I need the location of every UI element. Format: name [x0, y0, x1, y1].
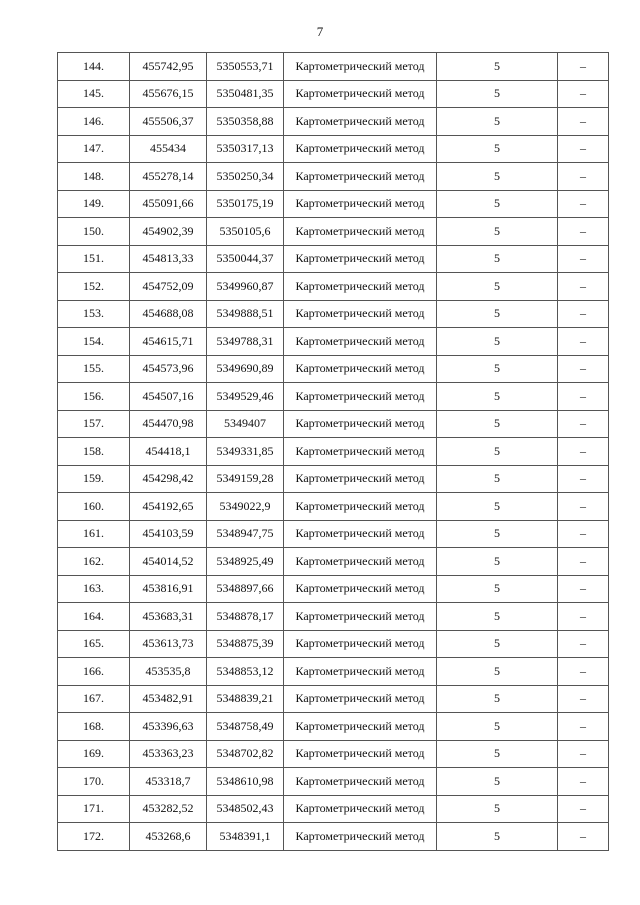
y-coordinate-cell: 5350044,37: [207, 245, 284, 273]
x-coordinate-cell: 454573,96: [130, 355, 207, 383]
point-number-cell: 152.: [58, 273, 130, 301]
x-coordinate-cell: 454902,39: [130, 218, 207, 246]
point-number-cell: 162.: [58, 548, 130, 576]
table-row: [58, 685, 609, 713]
note-cell: –: [558, 218, 609, 246]
table-row: [58, 768, 609, 796]
note-cell: –: [558, 135, 609, 163]
accuracy-cell: 5: [437, 245, 558, 273]
point-number-cell: 164.: [58, 603, 130, 631]
y-coordinate-cell: 5348878,17: [207, 603, 284, 631]
accuracy-cell: 5: [437, 300, 558, 328]
coordinates-table: [57, 52, 609, 851]
point-number-cell: 150.: [58, 218, 130, 246]
accuracy-cell: 5: [437, 795, 558, 823]
accuracy-cell: 5: [437, 713, 558, 741]
method-cell: Картометрический метод: [284, 245, 437, 273]
x-coordinate-cell: 454752,09: [130, 273, 207, 301]
accuracy-cell: 5: [437, 823, 558, 851]
table-row: [58, 245, 609, 273]
x-coordinate-cell: 455434: [130, 135, 207, 163]
y-coordinate-cell: 5349331,85: [207, 438, 284, 466]
method-cell: Картометрический метод: [284, 190, 437, 218]
table-row: [58, 190, 609, 218]
accuracy-cell: 5: [437, 355, 558, 383]
point-number-cell: 171.: [58, 795, 130, 823]
accuracy-cell: 5: [437, 273, 558, 301]
table-row: [58, 795, 609, 823]
x-coordinate-cell: 454103,59: [130, 520, 207, 548]
table-row: [58, 630, 609, 658]
x-coordinate-cell: 455506,37: [130, 108, 207, 136]
note-cell: –: [558, 190, 609, 218]
y-coordinate-cell: 5348758,49: [207, 713, 284, 741]
y-coordinate-cell: 5350175,19: [207, 190, 284, 218]
method-cell: Картометрический метод: [284, 740, 437, 768]
x-coordinate-cell: 454418,1: [130, 438, 207, 466]
point-number-cell: 172.: [58, 823, 130, 851]
method-cell: Картометрический метод: [284, 410, 437, 438]
table-row: [58, 80, 609, 108]
y-coordinate-cell: 5348947,75: [207, 520, 284, 548]
note-cell: –: [558, 603, 609, 631]
method-cell: Картометрический метод: [284, 273, 437, 301]
table-row: [58, 713, 609, 741]
point-number-cell: 158.: [58, 438, 130, 466]
y-coordinate-cell: 5350481,35: [207, 80, 284, 108]
x-coordinate-cell: 454192,65: [130, 493, 207, 521]
note-cell: –: [558, 493, 609, 521]
point-number-cell: 148.: [58, 163, 130, 191]
x-coordinate-cell: 453683,31: [130, 603, 207, 631]
note-cell: –: [558, 630, 609, 658]
note-cell: –: [558, 465, 609, 493]
note-cell: –: [558, 273, 609, 301]
point-number-cell: 146.: [58, 108, 130, 136]
note-cell: –: [558, 685, 609, 713]
y-coordinate-cell: 5348897,66: [207, 575, 284, 603]
note-cell: –: [558, 520, 609, 548]
y-coordinate-cell: 5349888,51: [207, 300, 284, 328]
accuracy-cell: 5: [437, 218, 558, 246]
method-cell: Картометрический метод: [284, 465, 437, 493]
x-coordinate-cell: 455676,15: [130, 80, 207, 108]
y-coordinate-cell: 5349690,89: [207, 355, 284, 383]
accuracy-cell: 5: [437, 80, 558, 108]
x-coordinate-cell: 453268,6: [130, 823, 207, 851]
y-coordinate-cell: 5348502,43: [207, 795, 284, 823]
y-coordinate-cell: 5349159,28: [207, 465, 284, 493]
x-coordinate-cell: 454507,16: [130, 383, 207, 411]
point-number-cell: 147.: [58, 135, 130, 163]
note-cell: –: [558, 328, 609, 356]
x-coordinate-cell: 455278,14: [130, 163, 207, 191]
y-coordinate-cell: 5350553,71: [207, 53, 284, 81]
accuracy-cell: 5: [437, 135, 558, 163]
note-cell: –: [558, 80, 609, 108]
accuracy-cell: 5: [437, 410, 558, 438]
table-row: [58, 355, 609, 383]
y-coordinate-cell: 5349407: [207, 410, 284, 438]
y-coordinate-cell: 5350105,6: [207, 218, 284, 246]
x-coordinate-cell: 454615,71: [130, 328, 207, 356]
method-cell: Картометрический метод: [284, 300, 437, 328]
note-cell: –: [558, 658, 609, 686]
note-cell: –: [558, 108, 609, 136]
x-coordinate-cell: 455091,66: [130, 190, 207, 218]
method-cell: Картометрический метод: [284, 520, 437, 548]
x-coordinate-cell: 453282,52: [130, 795, 207, 823]
y-coordinate-cell: 5349529,46: [207, 383, 284, 411]
note-cell: –: [558, 575, 609, 603]
y-coordinate-cell: 5348391,1: [207, 823, 284, 851]
table-row: [58, 163, 609, 191]
table-row: [58, 465, 609, 493]
note-cell: –: [558, 355, 609, 383]
method-cell: Картометрический метод: [284, 328, 437, 356]
table-row: [58, 108, 609, 136]
x-coordinate-cell: 453363,23: [130, 740, 207, 768]
accuracy-cell: 5: [437, 108, 558, 136]
table-row: [58, 135, 609, 163]
note-cell: –: [558, 438, 609, 466]
x-coordinate-cell: 454298,42: [130, 465, 207, 493]
method-cell: Картометрический метод: [284, 795, 437, 823]
point-number-cell: 165.: [58, 630, 130, 658]
accuracy-cell: 5: [437, 548, 558, 576]
method-cell: Картометрический метод: [284, 163, 437, 191]
note-cell: –: [558, 163, 609, 191]
method-cell: Картометрический метод: [284, 575, 437, 603]
y-coordinate-cell: 5348875,39: [207, 630, 284, 658]
point-number-cell: 151.: [58, 245, 130, 273]
x-coordinate-cell: 453396,63: [130, 713, 207, 741]
y-coordinate-cell: 5349788,31: [207, 328, 284, 356]
accuracy-cell: 5: [437, 53, 558, 81]
method-cell: Картометрический метод: [284, 383, 437, 411]
y-coordinate-cell: 5348702,82: [207, 740, 284, 768]
method-cell: Картометрический метод: [284, 630, 437, 658]
note-cell: –: [558, 383, 609, 411]
table-row: [58, 548, 609, 576]
table-row: [58, 273, 609, 301]
method-cell: Картометрический метод: [284, 548, 437, 576]
method-cell: Картометрический метод: [284, 53, 437, 81]
point-number-cell: 153.: [58, 300, 130, 328]
note-cell: –: [558, 823, 609, 851]
point-number-cell: 157.: [58, 410, 130, 438]
accuracy-cell: 5: [437, 520, 558, 548]
note-cell: –: [558, 768, 609, 796]
accuracy-cell: 5: [437, 740, 558, 768]
x-coordinate-cell: 454813,33: [130, 245, 207, 273]
accuracy-cell: 5: [437, 438, 558, 466]
method-cell: Картометрический метод: [284, 493, 437, 521]
table-row: [58, 53, 609, 81]
point-number-cell: 155.: [58, 355, 130, 383]
method-cell: Картометрический метод: [284, 355, 437, 383]
x-coordinate-cell: 453482,91: [130, 685, 207, 713]
table-row: [58, 218, 609, 246]
y-coordinate-cell: 5350317,13: [207, 135, 284, 163]
note-cell: –: [558, 410, 609, 438]
accuracy-cell: 5: [437, 768, 558, 796]
point-number-cell: 145.: [58, 80, 130, 108]
table-row: [58, 520, 609, 548]
note-cell: –: [558, 53, 609, 81]
point-number-cell: 163.: [58, 575, 130, 603]
table-row: [58, 575, 609, 603]
note-cell: –: [558, 713, 609, 741]
point-number-cell: 169.: [58, 740, 130, 768]
point-number-cell: 149.: [58, 190, 130, 218]
point-number-cell: 170.: [58, 768, 130, 796]
point-number-cell: 166.: [58, 658, 130, 686]
x-coordinate-cell: 453816,91: [130, 575, 207, 603]
method-cell: Картометрический метод: [284, 823, 437, 851]
y-coordinate-cell: 5348839,21: [207, 685, 284, 713]
accuracy-cell: 5: [437, 603, 558, 631]
y-coordinate-cell: 5349960,87: [207, 273, 284, 301]
table-row: [58, 823, 609, 851]
x-coordinate-cell: 454014,52: [130, 548, 207, 576]
y-coordinate-cell: 5348610,98: [207, 768, 284, 796]
table-row: [58, 603, 609, 631]
x-coordinate-cell: 453318,7: [130, 768, 207, 796]
table-row: [58, 383, 609, 411]
note-cell: –: [558, 548, 609, 576]
accuracy-cell: 5: [437, 163, 558, 191]
method-cell: Картометрический метод: [284, 685, 437, 713]
note-cell: –: [558, 740, 609, 768]
note-cell: –: [558, 300, 609, 328]
y-coordinate-cell: 5348925,49: [207, 548, 284, 576]
accuracy-cell: 5: [437, 383, 558, 411]
method-cell: Картометрический метод: [284, 135, 437, 163]
point-number-cell: 156.: [58, 383, 130, 411]
point-number-cell: 167.: [58, 685, 130, 713]
page-number: 7: [316, 24, 324, 39]
x-coordinate-cell: 453613,73: [130, 630, 207, 658]
method-cell: Картометрический метод: [284, 768, 437, 796]
point-number-cell: 168.: [58, 713, 130, 741]
coordinates-table-body: [58, 53, 609, 851]
y-coordinate-cell: 5348853,12: [207, 658, 284, 686]
note-cell: –: [558, 245, 609, 273]
y-coordinate-cell: 5349022,9: [207, 493, 284, 521]
table-row: [58, 438, 609, 466]
method-cell: Картометрический метод: [284, 218, 437, 246]
table-row: [58, 328, 609, 356]
method-cell: Картометрический метод: [284, 658, 437, 686]
accuracy-cell: 5: [437, 493, 558, 521]
y-coordinate-cell: 5350250,34: [207, 163, 284, 191]
table-row: [58, 740, 609, 768]
x-coordinate-cell: 453535,8: [130, 658, 207, 686]
method-cell: Картометрический метод: [284, 108, 437, 136]
accuracy-cell: 5: [437, 465, 558, 493]
point-number-cell: 160.: [58, 493, 130, 521]
accuracy-cell: 5: [437, 575, 558, 603]
accuracy-cell: 5: [437, 658, 558, 686]
accuracy-cell: 5: [437, 328, 558, 356]
method-cell: Картометрический метод: [284, 713, 437, 741]
x-coordinate-cell: 454688,08: [130, 300, 207, 328]
accuracy-cell: 5: [437, 190, 558, 218]
method-cell: Картометрический метод: [284, 438, 437, 466]
x-coordinate-cell: 455742,95: [130, 53, 207, 81]
table-row: [58, 493, 609, 521]
table-row: [58, 410, 609, 438]
note-cell: –: [558, 795, 609, 823]
point-number-cell: 161.: [58, 520, 130, 548]
point-number-cell: 159.: [58, 465, 130, 493]
method-cell: Картометрический метод: [284, 603, 437, 631]
y-coordinate-cell: 5350358,88: [207, 108, 284, 136]
point-number-cell: 154.: [58, 328, 130, 356]
x-coordinate-cell: 454470,98: [130, 410, 207, 438]
accuracy-cell: 5: [437, 630, 558, 658]
point-number-cell: 144.: [58, 53, 130, 81]
accuracy-cell: 5: [437, 685, 558, 713]
table-row: [58, 658, 609, 686]
method-cell: Картометрический метод: [284, 80, 437, 108]
table-row: [58, 300, 609, 328]
